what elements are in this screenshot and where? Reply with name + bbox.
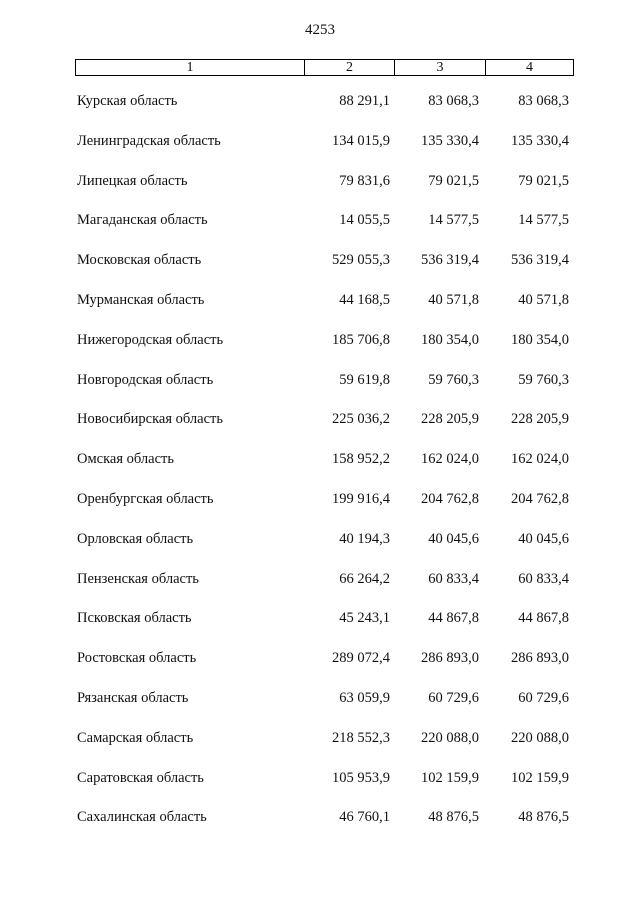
value-col-2: 199 916,4: [332, 490, 390, 507]
region-name: Нижегородская область: [77, 331, 224, 348]
value-col-2: 59 619,8: [339, 371, 390, 388]
value-col-3: 14 577,5: [428, 212, 479, 229]
value-col-3: 48 876,5: [428, 809, 479, 826]
value-col-2: 105 953,9: [332, 769, 390, 786]
value-col-2: 225 036,2: [332, 411, 390, 428]
region-name: Мурманская область: [77, 291, 205, 308]
value-col-3: 228 205,9: [421, 411, 479, 428]
value-col-4: 40 571,8: [518, 291, 569, 308]
value-col-2: 66 264,2: [339, 570, 390, 587]
table-row: [0, 249, 640, 289]
table-row: [0, 369, 640, 409]
value-col-2: 40 194,3: [339, 530, 390, 547]
table-row: [0, 488, 640, 528]
region-name: Псковская область: [77, 610, 192, 627]
value-col-2: 14 055,5: [339, 212, 390, 229]
table-header: [75, 59, 574, 76]
value-col-3: 180 354,0: [421, 331, 479, 348]
value-col-4: 59 760,3: [518, 371, 569, 388]
table-row: [0, 528, 640, 568]
value-col-2: 289 072,4: [332, 650, 390, 667]
value-col-2: 529 055,3: [332, 252, 390, 269]
region-name: Пензенская область: [77, 570, 199, 587]
value-col-4: 48 876,5: [518, 809, 569, 826]
value-col-3: 162 024,0: [421, 451, 479, 468]
value-col-4: 228 205,9: [511, 411, 569, 428]
value-col-3: 44 867,8: [428, 610, 479, 627]
value-col-2: 46 760,1: [339, 809, 390, 826]
region-name: Курская область: [77, 93, 178, 109]
value-col-4: 536 319,4: [511, 252, 569, 269]
value-col-3: 135 330,4: [421, 132, 479, 149]
table-row: [0, 727, 640, 767]
table-row: [0, 170, 640, 210]
value-col-4: 14 577,5: [518, 212, 569, 229]
region-name: Оренбургская область: [77, 490, 214, 507]
region-name: Новгородская область: [77, 371, 214, 388]
value-col-3: 60 729,6: [428, 689, 479, 706]
table-row: [0, 687, 640, 727]
value-col-3: 220 088,0: [421, 729, 479, 746]
value-col-4: 40 045,6: [518, 530, 569, 547]
value-col-3: 59 760,3: [428, 371, 479, 388]
region-name: Новосибирская область: [77, 411, 223, 428]
value-col-2: 134 015,9: [332, 132, 390, 149]
value-col-2: 44 168,5: [339, 291, 390, 308]
region-name: Орловская область: [77, 530, 194, 547]
region-name: Липецкая область: [77, 172, 188, 189]
value-col-4: 180 354,0: [511, 331, 569, 348]
value-col-4: 286 893,0: [511, 650, 569, 667]
table-row: [0, 647, 640, 687]
value-col-3: 286 893,0: [421, 650, 479, 667]
region-name: Ленинградская область: [77, 132, 221, 149]
value-col-3: 40 571,8: [428, 291, 479, 308]
value-col-2: 63 059,9: [339, 689, 390, 706]
value-col-3: 102 159,9: [421, 769, 479, 786]
value-col-4: 102 159,9: [511, 769, 569, 786]
header-col-2: 2: [305, 60, 395, 75]
value-col-2: 79 831,6: [339, 172, 390, 189]
value-col-3: 79 021,5: [428, 172, 479, 189]
table-row: [0, 448, 640, 488]
value-col-2: 158 952,2: [332, 451, 390, 468]
region-name: Омская область: [77, 451, 174, 468]
region-name: Магаданская область: [77, 212, 208, 229]
table-row: [0, 329, 640, 369]
region-name: Сахалинская область: [77, 809, 207, 826]
table-row: [0, 408, 640, 448]
region-name: Самарская область: [77, 729, 194, 746]
table-body: [0, 90, 640, 846]
value-col-2: 45 243,1: [339, 610, 390, 627]
region-name: Ростовская область: [77, 650, 197, 667]
table-row: [0, 806, 640, 846]
value-col-2: 218 552,3: [332, 729, 390, 746]
value-col-4: 162 024,0: [511, 451, 569, 468]
value-col-3: 40 045,6: [428, 530, 479, 547]
page-number: 4253: [305, 22, 335, 38]
value-col-2: 88 291,1: [339, 93, 390, 109]
value-col-3: 204 762,8: [421, 490, 479, 507]
table-row: [0, 90, 640, 130]
value-col-4: 220 088,0: [511, 729, 569, 746]
value-col-3: 83 068,3: [428, 93, 479, 109]
value-col-4: 79 021,5: [518, 172, 569, 189]
value-col-4: 60 833,4: [518, 570, 569, 587]
value-col-3: 536 319,4: [421, 252, 479, 269]
header-col-4: 4: [526, 60, 533, 75]
region-name: Московская область: [77, 252, 202, 269]
table-row: [0, 209, 640, 249]
value-col-4: 204 762,8: [511, 490, 569, 507]
header-col-3: 3: [395, 60, 486, 75]
region-name: Саратовская область: [77, 769, 204, 786]
value-col-4: 135 330,4: [511, 132, 569, 149]
value-col-4: 44 867,8: [518, 610, 569, 627]
value-col-2: 185 706,8: [332, 331, 390, 348]
table-row: [0, 289, 640, 329]
table-row: [0, 607, 640, 647]
table-row: [0, 767, 640, 807]
region-name: Рязанская область: [77, 689, 189, 706]
table-row: [0, 130, 640, 170]
value-col-4: 83 068,3: [518, 93, 569, 109]
value-col-3: 60 833,4: [428, 570, 479, 587]
table-row: [0, 568, 640, 608]
value-col-4: 60 729,6: [518, 689, 569, 706]
header-col-1: 1: [76, 60, 305, 75]
